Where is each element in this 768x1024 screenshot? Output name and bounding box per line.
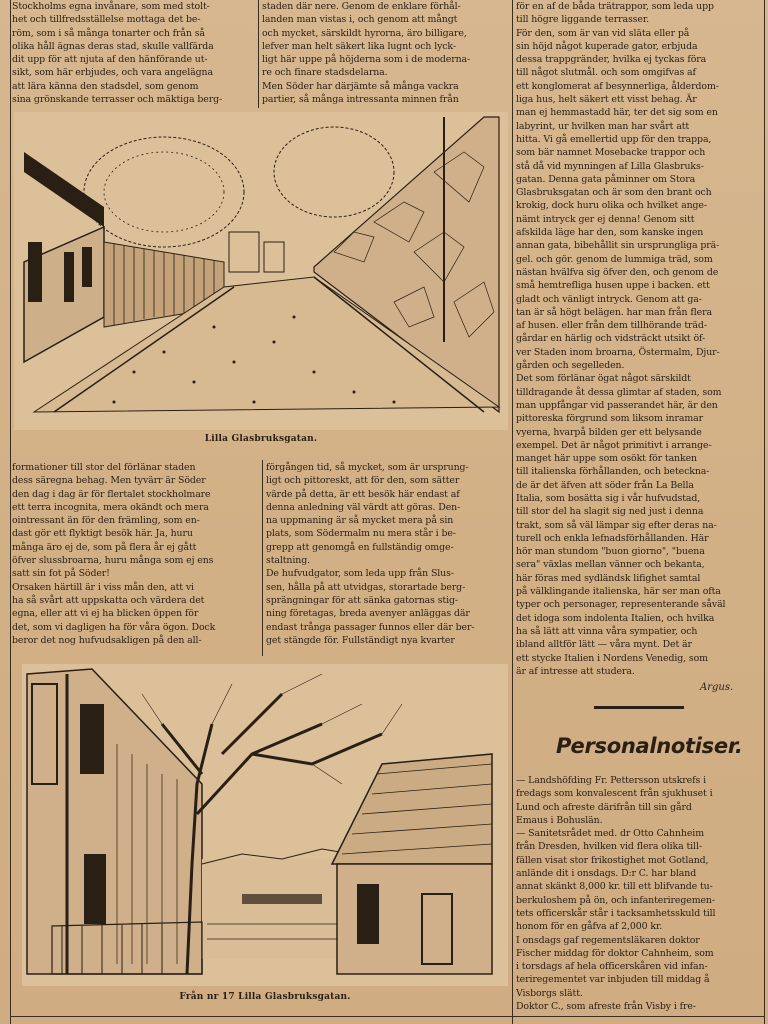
text-line: hitta. Vi gå emellertid upp för den trappa, xyxy=(516,133,712,145)
text-line: teriregementet var inbjuden till middag å xyxy=(516,974,710,986)
text-line: sikt, som här erbjudes, och vara angelägna xyxy=(12,67,213,79)
text-line: liga hus, helt säkert ett visst behag. Är xyxy=(516,94,697,106)
text-line: I onsdags gaf regementsläkaren doktor xyxy=(516,934,700,946)
text-line: den dag i dag är för flertalet stockholmare xyxy=(12,488,211,500)
article-signature: Argus. xyxy=(700,682,734,693)
text-line: Glasbruksgatan och är som den brant och xyxy=(516,187,712,199)
text-line: lefver man helt säkert lika lugnt och lyck- xyxy=(262,40,456,52)
text-line: ett konglomerat af besynnerliga, ålderdom- xyxy=(516,80,719,92)
text-line: tets officerskår står i tacksamhetsskuld till xyxy=(516,907,716,919)
text-line: ligt här uppe på höjderna som i de moderna- xyxy=(262,54,471,66)
text-line: trakt, som så väl lämpar sig efter deras na- xyxy=(516,519,717,531)
text-line: egna, eller att vi ej ha blicken öppen för xyxy=(12,608,199,620)
text-line: för en af de båda trätrappor, som leda upp xyxy=(516,1,714,12)
text-line: gladt och vänligt intryck. Genom att ga- xyxy=(516,293,702,305)
text-line: förgången tid, så mycket, som är ursprung- xyxy=(266,462,469,473)
article-column-2-top xyxy=(262,0,508,108)
text-line: ha så lätt att vinna våra sympatier, och xyxy=(516,625,698,637)
text-line: till något slutmål. och som omgifvas af xyxy=(516,67,696,79)
street-illustration xyxy=(14,112,508,430)
text-line: Emaus i Bohuslän. xyxy=(516,814,603,826)
text-line: turell och enkla lefnadsförhållanden. Här xyxy=(516,532,709,544)
text-line: satt sin fot på Söder! xyxy=(12,568,110,580)
text-line: na uppmaning är så mycket mera på sin xyxy=(266,515,454,527)
text-line: annat skänkt 8,000 kr. till ett blifvande tu- xyxy=(516,881,713,893)
text-line: grepp att genomgå en fullständig omge- xyxy=(266,541,454,553)
text-line: sin höjd något kuperade gator, erbjuda xyxy=(516,40,698,52)
text-line: hör man stundom "buon giorno", "buena xyxy=(516,546,705,558)
text-line: till stor del ha slagit sig ned just i denna xyxy=(516,506,704,518)
text-line: het och tillfredsställelse mottaga det be- xyxy=(12,14,201,26)
text-line: anlände dit i onsdags. D:r C. har bland xyxy=(516,868,697,880)
text-line: stå då vid mynningen af Lilla Glasbruks- xyxy=(516,160,704,172)
column-rule-2 xyxy=(512,0,513,1024)
text-line: öfver slussbroarna, huru många som ej ens xyxy=(12,555,214,567)
text-line: berkuloshem på ön, och infanteriregemen- xyxy=(516,894,715,906)
text-line: pittoreska förgrund som liksom inramar xyxy=(516,413,704,425)
text-line: gårdar en härlig och vidsträckt utsikt öf- xyxy=(516,333,706,345)
text-line: och mycket, särskildt hyrorna, äro billigare, xyxy=(262,27,467,39)
text-line: beror det nog hufvudsakligen på den all- xyxy=(12,634,202,646)
text-line: denna anledning väl värdt att göras. Den- xyxy=(266,501,461,513)
text-line: till italienska förhållanden, och beteckna- xyxy=(516,466,710,478)
text-line: sen, hålla på att utvidgas, storartade berg- xyxy=(266,581,466,593)
text-line: röm, som i så många tonarter och från så xyxy=(12,27,205,39)
text-line: Orsaken härtill är i viss mån den, att vi xyxy=(12,581,194,593)
bottom-rule xyxy=(10,1016,765,1017)
illustration-2-caption: Från nr 17 Lilla Glasbruksgatan. xyxy=(179,992,351,1002)
text-line: Men Söder har därjämte så många vackra xyxy=(262,80,459,92)
text-line: annan gata, bibehållit sin ursprungliga prä- xyxy=(516,240,720,252)
text-line: ha så svårt att uppskatta och värdera det xyxy=(12,594,205,606)
text-line: till högre liggande terrasser. xyxy=(516,14,650,26)
text-line: Doktor C., som afreste från Visby i fre- xyxy=(516,1001,696,1013)
text-line: Visborgs slätt. xyxy=(516,987,583,999)
text-line: det idoga som indolenta Italien, och hvilka xyxy=(516,612,715,624)
text-line: här föras med sydländsk lifighet samtal xyxy=(516,572,701,584)
text-line: formationer till stor del förlänar staden xyxy=(12,462,196,473)
text-line: krokig, dock huru olika och hvilket ange- xyxy=(516,200,707,212)
text-line: gatan. Denna gata påminner om Stora xyxy=(516,173,696,185)
text-line: afskilda läge har den, som kanske ingen xyxy=(516,227,704,239)
text-line: — Sanitetsrådet med. dr Otto Cahnheim xyxy=(516,828,704,840)
text-line: värde på detta, är ett besök här endast af xyxy=(266,488,460,500)
text-line: är af intresse att studera. xyxy=(516,665,635,677)
text-line: man ej hemmastadd här, ter det sig som en xyxy=(516,107,718,119)
text-line: plats, som Södermalm nu mera står i be- xyxy=(266,528,456,540)
text-line: ointressant än för den främling, som en- xyxy=(12,515,200,527)
column-rule-left xyxy=(10,0,11,1024)
column-rule-right xyxy=(764,0,765,1024)
text-line: på välklingande italienska, här ser man ofta xyxy=(516,586,721,598)
text-line: sina grönskande terrasser och mäktiga berg- xyxy=(12,94,223,106)
text-line: nästan hvälfva sig öfver den, och genom de xyxy=(516,266,719,278)
text-line: gården och segelleden. xyxy=(516,360,625,372)
text-line: Italia, som bosätta sig i vår hufvudstad, xyxy=(516,492,701,504)
text-line: get stängde för. Fullständigt nya kvarter xyxy=(266,634,455,646)
text-line: det, som vi dagligen ha för våra ögon. Dock xyxy=(12,621,216,633)
text-line: Lund och afreste därifrån till sin gård xyxy=(516,801,692,813)
text-line: ibland alltför lätt — våra mynt. Det är xyxy=(516,639,692,651)
view-illustration xyxy=(22,664,508,986)
text-line: ett terra incognita, mera okändt och mera xyxy=(12,501,209,513)
text-line: i torsdags af hela officerskåren vid infan- xyxy=(516,961,708,973)
text-line: exempel. Det är något primitivt i arrange- xyxy=(516,439,712,451)
view-drawing xyxy=(22,664,508,986)
text-line: små hemtrefliga husen uppe i backen. ett xyxy=(516,280,710,292)
text-line: dast gör ett flyktigt besök här. Ja, huru xyxy=(12,528,193,540)
column-rule-mid xyxy=(262,460,263,656)
text-line: ett stycke Italien i Nordens Venedig, som xyxy=(516,652,708,664)
article-column-2-mid xyxy=(266,461,510,657)
street-drawing xyxy=(14,112,508,430)
text-line: typer och personager, representerande såväl xyxy=(516,599,726,611)
text-line: tilldragande åt dessa glimtar af staden, som xyxy=(516,386,722,398)
article-column-3 xyxy=(516,0,762,680)
article-column-1-mid xyxy=(12,461,258,657)
text-line: nämt intryck ger ej denna! Genom sitt xyxy=(516,213,695,225)
text-line: sprängningar för att sänka gatornas stig- xyxy=(266,594,458,606)
text-line: att lära känna den stadsdel, som genom xyxy=(12,80,199,92)
column-rule-1 xyxy=(258,0,259,108)
text-line: tan är så högt belägen. har man från flera xyxy=(516,306,712,318)
text-line: För den, som är van vid släta eller på xyxy=(516,27,690,39)
text-line: ning företagas, breda avenyer anläggas där xyxy=(266,608,470,620)
text-line: många äro ej de, som på flera år ej gått xyxy=(12,541,197,553)
article-column-1-top xyxy=(12,0,256,108)
text-line: De hufvudgator, som leda upp från Slus- xyxy=(266,568,454,580)
text-line: honom för en gåfva af 2,000 kr. xyxy=(516,921,663,933)
text-line: dessa trappgränder, hvilka ej tyckas föra xyxy=(516,54,707,66)
text-line: staltning. xyxy=(266,555,310,567)
text-line: staden där nere. Genom de enklare förhål- xyxy=(262,1,461,12)
text-line: dit upp för att njuta af den hänförande ut- xyxy=(12,54,208,66)
text-line: vyerna, hvarpå bilden ger ett belysande xyxy=(516,426,702,438)
text-line: af husen. eller från dem tillhörande träd- xyxy=(516,320,707,332)
text-line: från Dresden, hvilken vid flera olika till- xyxy=(516,841,702,853)
text-line: manget här uppe som osökt för tanken xyxy=(516,453,697,465)
text-line: man uppfångar vid passerandet här, är den xyxy=(516,399,718,411)
personal-notices-column xyxy=(516,774,762,1014)
personal-notices-headline: Personalnotiser. xyxy=(556,734,743,758)
text-line: sera" växlas mellan vänner och bekanta, xyxy=(516,559,705,571)
text-line: — Landshöfding Fr. Pettersson utskrefs i xyxy=(516,775,706,786)
text-line: fredags som konvalescent från sjukhuset i xyxy=(516,788,713,800)
text-line: de är det äfven att söder från La Bella xyxy=(516,479,694,491)
text-line: fällen visat stor frikostighet mot Gotland, xyxy=(516,854,709,866)
text-line: ver Staden inom broarna, Östermalm, Djur- xyxy=(516,346,720,358)
text-line: Stockholms egna invånare, som med stolt- xyxy=(12,1,210,12)
text-line: re och finare stadsdelarna. xyxy=(262,67,388,79)
text-line: dess säregna behag. Men tyvärr är Söder xyxy=(12,475,206,487)
text-line: ligt och pittoreskt, att för den, som sätter xyxy=(266,475,460,487)
text-line: Det som förlänar ögat något särskildt xyxy=(516,373,691,385)
illustration-1-caption: Lilla Glasbruksgatan. xyxy=(204,434,318,444)
section-divider xyxy=(594,706,684,709)
text-line: partier, så många intressanta minnen från xyxy=(262,94,459,106)
text-line: landen man vistas i, och genom att mångt xyxy=(262,14,458,26)
text-line: olika håll ägnas deras stad, skulle vallfärda xyxy=(12,40,214,52)
text-line: labyrint, ur hvilken man har svårt att xyxy=(516,120,690,132)
text-line: endast trånga passager funnos eller där ber- xyxy=(266,621,475,633)
text-line: Fischer middag för doktor Cahnheim, som xyxy=(516,947,714,959)
text-line: som bär namnet Mosebacke trappor och xyxy=(516,147,706,159)
text-line: gel. och gör. genom de lummiga träd, som xyxy=(516,253,713,265)
